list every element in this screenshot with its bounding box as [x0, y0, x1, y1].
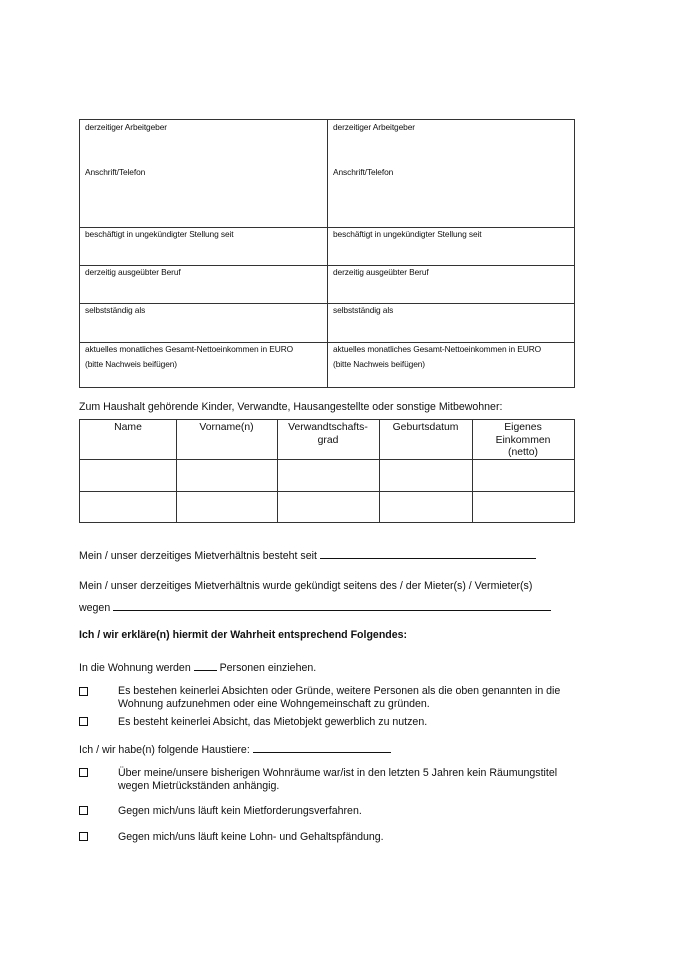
address-label-right: Anschrift/Telefon [333, 167, 394, 177]
income-label-right: aktuelles monatliches Gesamt-Nettoeinkommen in EURO [333, 344, 542, 354]
check-text-no-rent-claims: Gegen mich/uns läuft kein Mietforderungsverfahren. [118, 805, 362, 817]
persons-line [79, 660, 316, 674]
occupation-label-right: derzeitig ausgeübter Beruf [333, 267, 429, 277]
household-intro: Zum Haushalt gehörende Kinder, Verwandte, Hausangestellte oder sonstige Mitbewohner: [79, 401, 503, 413]
cell-income-1[interactable] [472, 460, 574, 491]
pets-line [79, 742, 391, 756]
column-divider [327, 120, 328, 387]
cell-first-name-1[interactable] [176, 460, 277, 491]
row-divider [80, 303, 574, 304]
check-text-no-commercial-use: Es besteht keinerlei Absicht, das Mietobjekt gewerblich zu nutzen. [118, 716, 428, 728]
check-text-no-eviction: Über meine/unsere bisherigen Wohnräume war/ist in den letzten 5 Jahren kein Räumungstitel wegen Mietrückständen anhängig. [118, 767, 558, 792]
tenancy-reason-field[interactable] [113, 600, 551, 611]
self-employed-label-right: selbstständig als [333, 305, 394, 315]
cell-name-1[interactable] [80, 460, 176, 491]
tenancy-terminated-label: Mein / unser derzeitiges Mietverhältnis wurde gekündigt seitens des / der Mieter(s) / Vermieter(s) [79, 580, 533, 592]
cell-birthdate-1[interactable] [379, 460, 472, 491]
check-text-no-wage-garnishment: Gegen mich/uns läuft keine Lohn- und Gehaltspfändung. [118, 831, 384, 843]
persons-count-field[interactable] [194, 660, 217, 671]
pets-label: Ich / wir habe(n) folgende Haustiere: [79, 744, 253, 756]
tenancy-since-line [79, 548, 536, 562]
tenancy-reason-label: wegen [79, 602, 114, 614]
checkbox-no-rent-claims[interactable] [79, 806, 88, 815]
row-divider [80, 227, 574, 228]
check-text-no-additional-persons: Es bestehen keinerlei Absichten oder Gründe, weitere Personen als die oben genannten in die Wohnung aufzunehmen oder eine Wohngemeinschaft zu gründen. [118, 685, 561, 710]
proof-note-right: (bitte Nachweis beifügen) [333, 359, 426, 369]
cell-income-2[interactable] [472, 492, 574, 522]
persons-label-before: In die Wohnung werden [79, 662, 194, 674]
header-income: Eigenes Einkommen (netto) [495, 422, 551, 458]
cell-first-name-2[interactable] [176, 492, 277, 522]
tenancy-since-field[interactable] [320, 548, 536, 559]
cell-relationship-2[interactable] [277, 492, 379, 522]
cell-relationship-1[interactable] [277, 460, 379, 491]
income-label-left: aktuelles monatliches Gesamt-Nettoeinkommen in EURO [85, 344, 294, 354]
tenancy-since-label: Mein / unser derzeitiges Mietverhältnis besteht seit [79, 550, 320, 562]
checkbox-no-eviction[interactable] [79, 768, 88, 777]
proof-note-left: (bitte Nachweis beifügen) [85, 359, 178, 369]
address-label-left: Anschrift/Telefon [85, 167, 146, 177]
employer-label-left: derzeitiger Arbeitgeber [85, 122, 167, 132]
checkbox-no-additional-persons[interactable] [79, 687, 88, 696]
employed-since-label-right: beschäftigt in ungekündigter Stellung seit [333, 229, 482, 239]
employed-since-label-left: beschäftigt in ungekündigter Stellung seit [85, 229, 234, 239]
declaration-heading: Ich / wir erkläre(n) hiermit der Wahrheit entsprechend Folgendes: [79, 629, 408, 641]
header-birthdate: Geburtsdatum [392, 422, 459, 433]
checkbox-no-commercial-use[interactable] [79, 717, 88, 726]
header-relationship: Verwandtschafts- grad [288, 422, 368, 446]
employer-label-right: derzeitiger Arbeitgeber [333, 122, 415, 132]
self-employed-label-left: selbstständig als [85, 305, 146, 315]
employment-table [79, 119, 575, 388]
header-name: Name [114, 422, 142, 433]
row-divider [80, 265, 574, 266]
household-table [79, 419, 575, 523]
occupation-label-left: derzeitig ausgeübter Beruf [85, 267, 181, 277]
pets-field[interactable] [253, 742, 391, 753]
cell-name-2[interactable] [80, 492, 176, 522]
tenancy-reason-line [79, 600, 551, 614]
persons-label-after: Personen einziehen. [216, 662, 317, 674]
header-first-name: Vorname(n) [199, 422, 254, 433]
cell-birthdate-2[interactable] [379, 492, 472, 522]
row-divider [80, 342, 574, 343]
checkbox-no-wage-garnishment[interactable] [79, 832, 88, 841]
